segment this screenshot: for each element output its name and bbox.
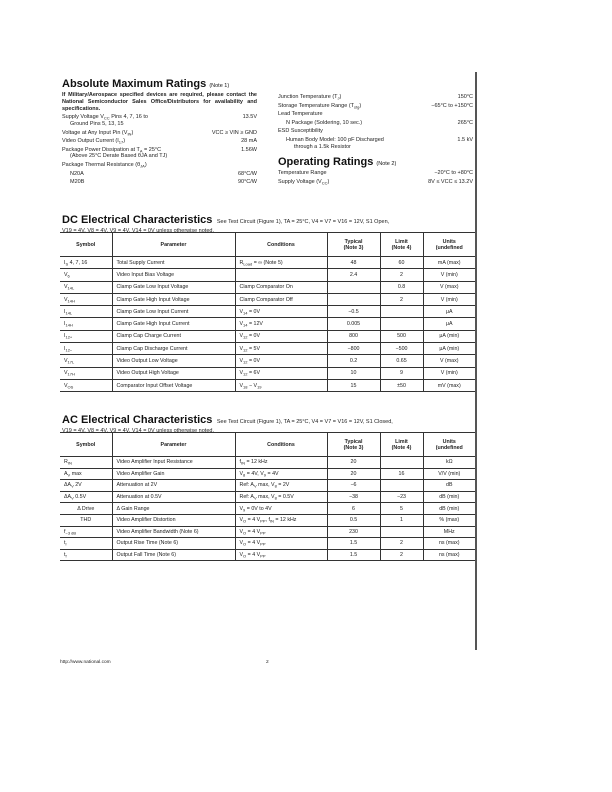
column-header: Parameter <box>112 433 235 457</box>
abs-max-row <box>278 111 473 118</box>
cell-lim: −23 <box>380 491 423 503</box>
abs-max-row <box>278 128 473 135</box>
cell-cond: $V_{18} - V_{19}$ <box>235 379 327 391</box>
cell-units: μA (min) <box>423 343 475 355</box>
column-header: Symbol <box>60 233 112 257</box>
abs-max-row <box>62 130 257 137</box>
cell-param: Video Amplifier Bandwidth (Note 6) <box>112 526 235 538</box>
cell-units: % (max) <box>423 514 475 526</box>
rating-label: Package Thermal Resistance $(\theta_{JA})$ <box>62 161 147 169</box>
cell-units: ns (max) <box>423 549 475 561</box>
cell-sym: THD <box>60 514 112 526</box>
table-row <box>60 293 475 305</box>
rating-label: Lead Temperature <box>278 111 323 118</box>
cell-cond: $V_{14} = 12V$ <box>235 318 327 330</box>
cell-sym: $V_{17L}$ <box>60 355 112 367</box>
column-header: Units (undefined <box>423 433 475 457</box>
table-row <box>60 457 475 469</box>
cell-cond: $R_{Load}$ = ∞ (Note 5) <box>235 257 327 269</box>
cell-sym: $I_{12-}$ <box>60 343 112 355</box>
cell-sym: $A_V$ max <box>60 468 112 480</box>
table-row <box>60 355 475 367</box>
cell-lim: ±50 <box>380 379 423 391</box>
cell-units: V (max) <box>423 355 475 367</box>
table-row <box>60 257 475 269</box>
cell-typ: −0.5 <box>327 306 380 318</box>
table-row <box>60 468 475 480</box>
table-row <box>60 330 475 342</box>
cell-cond: $V_{14} = 0V$ <box>235 306 327 318</box>
table-row <box>60 526 475 538</box>
cell-cond: $V_8 = 4V$, $V_9 = 4V$ <box>235 468 327 480</box>
cell-sym: $t_f$ <box>60 549 112 561</box>
table-row <box>60 491 475 503</box>
cell-cond <box>235 269 327 281</box>
cell-cond: $V_O = 4$ $V_{PP}$ <box>235 549 327 561</box>
dc-characteristics-table <box>60 232 475 392</box>
cell-units: mA (max) <box>423 257 475 269</box>
operating-row <box>278 170 473 177</box>
cell-sym: $t_r$ <box>60 538 112 550</box>
table-row <box>60 281 475 293</box>
abs-max-row <box>62 138 257 145</box>
cell-typ: 0.005 <box>327 318 380 330</box>
cell-param: Attenuation at 2V <box>112 480 235 492</box>
abs-max-row <box>62 162 257 169</box>
cell-cond: Ref: $A_V$ max, $V_8 = 2V$ <box>235 480 327 492</box>
table-row <box>60 549 475 561</box>
cell-lim: 0.8 <box>380 281 423 293</box>
cell-param: Output Rise Time (Note 6) <box>112 538 235 550</box>
cell-units: dB (min) <box>423 503 475 515</box>
cell-units: ns (max) <box>423 538 475 550</box>
rating-value: −20°C to +80°C <box>434 170 473 177</box>
cell-sym: $I_S$ 4, 7, 16 <box>60 257 112 269</box>
cell-sym: Δ Drive <box>60 503 112 515</box>
table-row <box>60 503 475 515</box>
rating-value: 1.5 kV <box>457 136 473 143</box>
cell-lim: 60 <box>380 257 423 269</box>
abs-max-row <box>62 179 257 186</box>
abs-max-row <box>62 171 257 178</box>
rating-label: ESD Susceptibility <box>278 128 323 135</box>
ac-characteristics-table <box>60 432 475 561</box>
abs-max-row <box>62 114 257 127</box>
cell-param: Δ Gain Range <box>112 503 235 515</box>
cell-units: V/V (min) <box>423 468 475 480</box>
cell-typ: 0.2 <box>327 355 380 367</box>
table-row <box>60 306 475 318</box>
cell-units: V (max) <box>423 281 475 293</box>
cell-typ: 20 <box>327 457 380 469</box>
cell-lim <box>380 526 423 538</box>
rating-value: 68°C/W <box>237 170 257 177</box>
cell-lim: 16 <box>380 468 423 480</box>
rating-label: Storage Temperature Range $(T_{stg})$ <box>278 102 362 110</box>
column-header: Typical (Note 3) <box>327 433 380 457</box>
column-header: Units (undefined <box>423 233 475 257</box>
abs-max-row <box>62 147 257 160</box>
cell-cond: $V_O = 4$ $V_{PP}$ <box>235 538 327 550</box>
cell-typ: 20 <box>327 468 380 480</box>
cell-units: V (min) <box>423 269 475 281</box>
operating-row <box>278 179 473 186</box>
rating-value: VCC ≥ VIN ≥ GND <box>211 129 257 136</box>
column-header: Limit (Note 4) <box>380 233 423 257</box>
rating-label: N Package (Soldering, 10 sec.) <box>286 119 363 126</box>
cell-param: Clamp Gate Low Input Current <box>112 306 235 318</box>
abs-max-title: Absolute Maximum Ratings (Note 1) <box>62 78 230 90</box>
table-row <box>60 269 475 281</box>
cell-units: μA <box>423 306 475 318</box>
cell-lim: 9 <box>380 367 423 379</box>
cell-param: Video Output High Voltage <box>112 367 235 379</box>
cell-sym: $V_{14H}$ <box>60 293 112 305</box>
footer-url[interactable]: http://www.national.com <box>60 660 111 665</box>
cell-lim <box>380 318 423 330</box>
cell-cond: $V_9 = 0V$ to 4V <box>235 503 327 515</box>
cell-sym: $V_6$ <box>60 269 112 281</box>
cell-sym: $\Delta A_V$ 0.5V <box>60 491 112 503</box>
cell-typ: 1.5 <box>327 549 380 561</box>
cell-typ: −6 <box>327 480 380 492</box>
cell-cond: $V_O = 4$ $V_{PP}$, $f_{IN} = 12$ kHz <box>235 514 327 526</box>
cell-sym: $f_{-3 dB}$ <box>60 526 112 538</box>
abs-max-row <box>278 120 473 127</box>
table-row <box>60 480 475 492</box>
cell-units: V (min) <box>423 367 475 379</box>
cell-sym: $V_{17H}$ <box>60 367 112 379</box>
column-header: Typical (Note 3) <box>327 233 380 257</box>
cell-param: Clamp Gate High Input Current <box>112 318 235 330</box>
cell-param: Video Amplifier Input Resistance <box>112 457 235 469</box>
column-header: Limit (Note 4) <box>380 433 423 457</box>
rating-label: Supply Voltage $(V_{CC})$ <box>278 178 330 186</box>
cell-param: Total Supply Current <box>112 257 235 269</box>
cell-typ: 0.5 <box>327 514 380 526</box>
rating-label: Junction Temperature $(T_J)$ <box>278 94 342 101</box>
cell-lim: 2 <box>380 549 423 561</box>
cell-sym: $R_{IN}$ <box>60 457 112 469</box>
table-row <box>60 367 475 379</box>
cell-cond: Clamp Comparator On <box>235 281 327 293</box>
rating-value: 8V ≤ VCC ≤ 13.2V <box>428 178 473 185</box>
cell-typ: 800 <box>327 330 380 342</box>
cell-param: Video Output Low Voltage <box>112 355 235 367</box>
cell-typ <box>327 293 380 305</box>
cell-lim: 0.65 <box>380 355 423 367</box>
rating-value: 265°C <box>457 119 473 126</box>
column-header: Conditions <box>235 233 327 257</box>
rating-label: Supply Voltage $V_{CC}$ Pins 4, 7, 16 to Ground Pins 5, 13, 15 <box>62 114 148 127</box>
table-row <box>60 343 475 355</box>
cell-cond: $V_{12} = 5V$ <box>235 343 327 355</box>
cell-param: Video Amplifier Distortion <box>112 514 235 526</box>
rating-label: Video Output Current $(I_{17})$ <box>62 138 126 145</box>
abs-max-right <box>278 92 473 185</box>
rating-value: 13.5V <box>242 114 257 121</box>
cell-cond: $V_{12} = 6V$ <box>235 367 327 379</box>
cell-lim <box>380 480 423 492</box>
rating-value: 90°C/W <box>237 179 257 186</box>
cell-param: Video Input Bias Voltage <box>112 269 235 281</box>
cell-sym: $\Delta A_V$ 2V <box>60 480 112 492</box>
cell-units: μA (min) <box>423 330 475 342</box>
cell-typ: 6 <box>327 503 380 515</box>
cell-units: kΩ <box>423 457 475 469</box>
cell-lim: 1 <box>380 514 423 526</box>
cell-lim <box>380 457 423 469</box>
cell-cond: $V_O = 4$ $V_{PP}$ <box>235 526 327 538</box>
rating-value: 1.56W <box>241 146 257 153</box>
cell-typ: 2.4 <box>327 269 380 281</box>
cell-cond: $f_{IN} = 12$ kHz <box>235 457 327 469</box>
cell-typ: 48 <box>327 257 380 269</box>
cell-units: dB <box>423 480 475 492</box>
absolute-max-section <box>62 78 257 186</box>
rating-label: M20B <box>70 179 85 186</box>
cell-units: mV (max) <box>423 379 475 391</box>
cell-cond: Clamp Comparator Off <box>235 293 327 305</box>
abs-max-row <box>278 103 473 110</box>
rating-value: 150°C <box>457 94 473 100</box>
cell-typ: 15 <box>327 379 380 391</box>
cell-cond: $V_{12} = 0V$ <box>235 330 327 342</box>
rating-label: N20A <box>70 170 84 177</box>
cell-typ: 230 <box>327 526 380 538</box>
rating-value: 28 mA <box>241 138 257 145</box>
cell-sym: $I_{14H}$ <box>60 318 112 330</box>
cell-lim: 500 <box>380 330 423 342</box>
cell-sym: $I_{14L}$ <box>60 306 112 318</box>
cell-typ: −800 <box>327 343 380 355</box>
table-row <box>60 318 475 330</box>
rating-label: Temperature Range <box>278 170 327 177</box>
cell-param: Clamp Gate High Input Voltage <box>112 293 235 305</box>
cell-typ <box>327 281 380 293</box>
cell-cond: Ref: $A_V$ max, $V_8 = 0.5V$ <box>235 491 327 503</box>
abs-max-row <box>278 94 473 101</box>
cell-typ: 10 <box>327 367 380 379</box>
cell-param: Clamp Cap Charge Current <box>112 330 235 342</box>
cell-units: μA <box>423 318 475 330</box>
rating-label: Voltage at Any Input Pin $(V_{IN})$ <box>62 129 134 137</box>
rating-value: −65°C to +150°C <box>431 102 473 109</box>
rating-label: Human Body Model: 100 pF Discharged through a 1.5k Resistor <box>286 136 384 150</box>
cell-lim: 2 <box>380 538 423 550</box>
cell-lim <box>380 306 423 318</box>
column-header: Parameter <box>112 233 235 257</box>
table-row <box>60 379 475 391</box>
page-number: 2 <box>266 660 269 665</box>
cell-typ: −38 <box>327 491 380 503</box>
cell-param: Clamp Gate Low Input Voltage <box>112 281 235 293</box>
dc-heading: DC Electrical Characteristics See Test Circuit (Figure 1), TA = 25°C, V4 = V7 = V16 = 12V, S1 Open, V19 = 4V, V8 = 4V, V9 = 4V, V14 = 0V unless otherwise noted. <box>62 214 390 234</box>
cell-sym: $V_{14L}$ <box>60 281 112 293</box>
cell-param: Video Amplifier Gain <box>112 468 235 480</box>
abs-max-row <box>278 137 473 150</box>
cell-param: Clamp Cap Discharge Current <box>112 343 235 355</box>
cell-param: Attenuation at 0.5V <box>112 491 235 503</box>
rating-label: Package Power Dissipation at $T_A = 25^\circ C$ (Above 25°C Derate Based θJA and TJ) <box>62 146 168 160</box>
column-header: Symbol <box>60 433 112 457</box>
cell-units: MHz <box>423 526 475 538</box>
cell-lim: −500 <box>380 343 423 355</box>
cell-units: V (min) <box>423 293 475 305</box>
cell-lim: 2 <box>380 269 423 281</box>
content-frame <box>60 72 477 650</box>
table-row <box>60 514 475 526</box>
column-header: Conditions <box>235 433 327 457</box>
table-row <box>60 538 475 550</box>
operating-title: Operating Ratings (Note 2) <box>278 156 397 169</box>
cell-cond: $V_{12} = 0V$ <box>235 355 327 367</box>
cell-units: dB (min) <box>423 491 475 503</box>
cell-lim: 2 <box>380 293 423 305</box>
cell-typ: 1.5 <box>327 538 380 550</box>
cell-param: Comparator Input Offset Voltage <box>112 379 235 391</box>
cell-sym: $I_{12+}$ <box>60 330 112 342</box>
cell-param: Output Fall Time (Note 6) <box>112 549 235 561</box>
abs-max-warning: If Military/Aerospace specified devices are required, please contact the National Semiconductor Sales Office/Distributors for availability and specifications. <box>62 92 257 112</box>
ac-heading: AC Electrical Characteristics See Test Circuit (Figure 1), TA = 25°C, V4 = V7 = V16 = 12V, S1 Closed, V19 = 4V, V8 = 4V, V9 = 4V, V14 = 0V unless otherwise noted. <box>62 414 393 434</box>
cell-lim: 5 <box>380 503 423 515</box>
cell-sym: $V_{OS}$ <box>60 379 112 391</box>
